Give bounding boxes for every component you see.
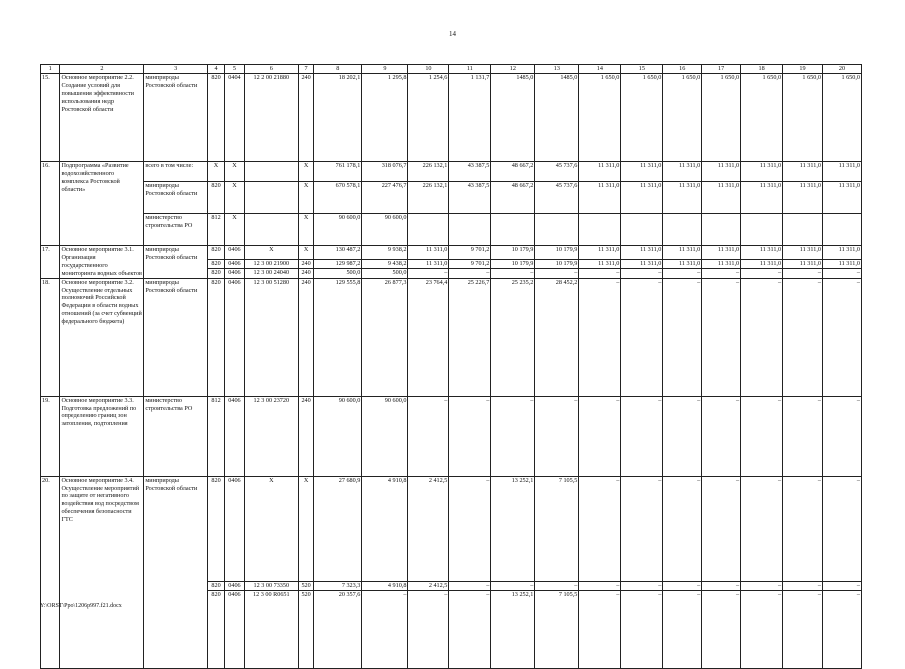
amount-cell: 7 105,5 (535, 590, 579, 668)
amount-cell: – (702, 269, 741, 278)
amount-cell: 90 600,0 (362, 396, 408, 476)
amount-cell: 9 938,2 (362, 246, 408, 260)
code-cell: 12 3 00 23720 (244, 396, 298, 476)
column-header: 19 (783, 65, 823, 74)
amount-cell: 1 295,8 (362, 74, 408, 162)
row-number-cell: 19. (41, 396, 60, 476)
code-cell: 820 (207, 74, 224, 162)
amount-cell: 11 311,0 (741, 246, 783, 260)
amount-cell: 11 311,0 (579, 246, 621, 260)
code-cell: X (225, 162, 244, 182)
column-header: 12 (491, 65, 535, 74)
code-cell: X (298, 246, 313, 260)
executor-cell: минприроды Ростовской области (144, 74, 207, 162)
amount-cell: – (535, 269, 579, 278)
amount-cell: – (579, 269, 621, 278)
table-row (41, 476, 862, 581)
code-cell: 0406 (225, 590, 244, 668)
amount-cell: 318 076,7 (362, 162, 408, 182)
amount-cell: – (362, 590, 408, 668)
code-cell: X (298, 214, 313, 246)
measure-name-cell: Основное мероприятие 3.2. Осуществление отдельных полномочий Российской Федерации в области водных отношений (за счет субвенций федерального бюджета) (60, 278, 144, 396)
amount-cell: 10 179,9 (491, 246, 535, 260)
amount-cell: 11 311,0 (783, 246, 823, 260)
amount-cell: 129 987,2 (314, 260, 362, 269)
amount-cell: 11 311,0 (822, 260, 861, 269)
amount-cell: 11 311,0 (822, 246, 861, 260)
amount-cell: 90 600,0 (314, 214, 362, 246)
code-cell: 812 (207, 214, 224, 246)
amount-cell: 11 311,0 (621, 246, 663, 260)
amount-cell (783, 214, 823, 246)
code-cell: 820 (207, 269, 224, 278)
code-cell: X (225, 182, 244, 214)
amount-cell: – (449, 476, 491, 581)
row-number-cell: 20. (41, 476, 60, 668)
amount-cell: 10 179,9 (535, 246, 579, 260)
column-header: 13 (535, 65, 579, 74)
amount-cell: – (783, 278, 823, 396)
column-header: 3 (144, 65, 207, 74)
code-cell: 240 (298, 278, 313, 396)
amount-cell: – (741, 476, 783, 581)
amount-cell: – (822, 476, 861, 581)
amount-cell: 11 311,0 (702, 260, 741, 269)
amount-cell (663, 214, 702, 246)
amount-cell: 11 311,0 (702, 182, 741, 214)
row-number-cell: 15. (41, 74, 60, 162)
amount-cell: 1485,0 (535, 74, 579, 162)
amount-cell: – (491, 269, 535, 278)
code-cell: 0406 (225, 581, 244, 590)
amount-cell: – (741, 590, 783, 668)
amount-cell: 1 650,0 (822, 74, 861, 162)
executor-cell: минприроды Ростовской области (144, 182, 207, 214)
amount-cell: 11 311,0 (741, 260, 783, 269)
amount-cell: 1 650,0 (621, 74, 663, 162)
row-number-cell: 16. (41, 162, 60, 246)
table-row (41, 278, 862, 396)
amount-cell: 26 877,3 (362, 278, 408, 396)
amount-cell: – (783, 396, 823, 476)
code-cell: 820 (207, 278, 224, 396)
amount-cell: – (663, 278, 702, 396)
amount-cell: – (535, 396, 579, 476)
amount-cell: 11 311,0 (741, 162, 783, 182)
code-cell: X (298, 162, 313, 182)
column-header: 11 (449, 65, 491, 74)
amount-cell: 90 600,0 (362, 214, 408, 246)
code-cell: 240 (298, 74, 313, 162)
amount-cell: – (783, 590, 823, 668)
amount-cell: – (822, 396, 861, 476)
amount-cell: 10 179,9 (535, 260, 579, 269)
code-cell: X (244, 246, 298, 260)
amount-cell: – (621, 476, 663, 581)
amount-cell: 2 412,5 (408, 581, 449, 590)
amount-cell: 761 178,1 (314, 162, 362, 182)
amount-cell: – (579, 396, 621, 476)
file-path-footer: Y:\ORST\Ppo\1206p997.f21.docx (40, 603, 122, 609)
table-row (41, 246, 862, 260)
amount-cell: 23 764,4 (408, 278, 449, 396)
amount-cell (408, 214, 449, 246)
executor-cell: министерство строительства РО (144, 396, 207, 476)
code-cell: 240 (298, 396, 313, 476)
column-header: 6 (244, 65, 298, 74)
amount-cell: 28 452,2 (535, 278, 579, 396)
measure-name-cell: Основное мероприятие 3.1. Организация государственного мониторинга водных объектов (61, 246, 142, 277)
measure-name-cell: Основное мероприятие 3.4. Осуществление мероприятий по защите от негативного воздействия вод посредством обеспечения безопасности ГТС (60, 476, 144, 668)
code-cell: 0406 (225, 476, 244, 581)
column-header: 14 (579, 65, 621, 74)
amount-cell: 1 254,6 (408, 74, 449, 162)
amount-cell: – (663, 581, 702, 590)
table-row (41, 396, 862, 476)
amount-cell: 500,0 (314, 269, 362, 278)
amount-cell: – (579, 476, 621, 581)
amount-cell: – (822, 590, 861, 668)
code-cell: 12 2 00 21880 (244, 74, 298, 162)
amount-cell: 1485,0 (491, 74, 535, 162)
amount-cell: 10 179,9 (491, 260, 535, 269)
amount-cell: – (702, 581, 741, 590)
amount-cell: – (621, 396, 663, 476)
amount-cell: 13 252,1 (491, 476, 535, 581)
amount-cell: 1 131,7 (449, 74, 491, 162)
code-cell: 820 (207, 581, 224, 590)
code-cell: 12 3 00 21900 (244, 260, 298, 269)
amount-cell: 226 132,1 (408, 162, 449, 182)
amount-cell: – (741, 278, 783, 396)
page-number: 14 (449, 30, 456, 38)
amount-cell: 227 476,7 (362, 182, 408, 214)
amount-cell: – (449, 581, 491, 590)
amount-cell: 1 650,0 (741, 74, 783, 162)
code-cell: 820 (207, 590, 224, 668)
amount-cell: 11 311,0 (783, 260, 823, 269)
column-header: 8 (314, 65, 362, 74)
amount-cell: – (822, 269, 861, 278)
amount-cell: – (822, 581, 861, 590)
amount-cell: – (491, 581, 535, 590)
amount-cell: 11 311,0 (822, 182, 861, 214)
amount-cell: 11 311,0 (663, 260, 702, 269)
column-header: 2 (60, 65, 144, 74)
code-cell: 0406 (225, 396, 244, 476)
executor-cell: минприроды Ростовской области (144, 246, 207, 279)
amount-cell (741, 214, 783, 246)
amount-cell: 11 311,0 (702, 246, 741, 260)
code-cell: 820 (207, 182, 224, 214)
amount-cell: 43 387,5 (449, 182, 491, 214)
column-header: 17 (702, 65, 741, 74)
amount-cell: – (491, 396, 535, 476)
amount-cell: – (741, 269, 783, 278)
amount-cell: 9 438,2 (362, 260, 408, 269)
amount-cell (822, 214, 861, 246)
column-header: 18 (741, 65, 783, 74)
code-cell: 812 (207, 396, 224, 476)
amount-cell: – (663, 476, 702, 581)
table-row (41, 214, 862, 246)
amount-cell: – (621, 278, 663, 396)
table-row (41, 182, 862, 214)
amount-cell: 25 226,7 (449, 278, 491, 396)
amount-cell: – (535, 581, 579, 590)
amount-cell: 20 357,6 (314, 590, 362, 668)
executor-cell: всего в том числе: (144, 162, 207, 182)
table-row (41, 74, 862, 162)
code-cell: X (298, 476, 313, 581)
amount-cell: 11 311,0 (579, 182, 621, 214)
column-header: 20 (822, 65, 861, 74)
amount-cell: 670 578,1 (314, 182, 362, 214)
code-cell: 0404 (225, 74, 244, 162)
row-number-cell: 18. (41, 278, 60, 396)
code-cell: 240 (298, 260, 313, 269)
amount-cell: 11 311,0 (702, 162, 741, 182)
column-header: 5 (225, 65, 244, 74)
amount-cell: 9 701,2 (449, 246, 491, 260)
table-row (41, 162, 862, 182)
executor-cell: минприроды Ростовской области (144, 278, 207, 396)
measure-name-cell: Основное мероприятие 3.3. Подготовка предложений по определению границ зон затопления, подтопления (60, 396, 144, 476)
amount-cell: – (663, 269, 702, 278)
amount-cell: 18 202,1 (314, 74, 362, 162)
amount-cell: 11 311,0 (822, 162, 861, 182)
amount-cell: 129 555,8 (314, 278, 362, 396)
measure-name-cell: Основное мероприятие 2.2. Создание условий для повышения эффективности использования недр Ростовской области (60, 74, 144, 162)
amount-cell: 90 600,0 (314, 396, 362, 476)
code-cell (244, 214, 298, 246)
amount-cell: 7 323,3 (314, 581, 362, 590)
amount-cell: 2 412,5 (408, 476, 449, 581)
amount-cell: 226 132,1 (408, 182, 449, 214)
code-cell: X (298, 182, 313, 214)
amount-cell (535, 214, 579, 246)
amount-cell: – (408, 396, 449, 476)
amount-cell: 11 311,0 (408, 260, 449, 269)
code-cell: 820 (207, 476, 224, 581)
amount-cell: 500,0 (362, 269, 408, 278)
amount-cell: 45 737,6 (535, 162, 579, 182)
column-header: 15 (621, 65, 663, 74)
amount-cell: 7 105,5 (535, 476, 579, 581)
amount-cell: – (822, 278, 861, 396)
code-cell (244, 182, 298, 214)
column-header: 9 (362, 65, 408, 74)
amount-cell: 4 910,8 (362, 476, 408, 581)
code-cell: 12 3 00 73350 (244, 581, 298, 590)
amount-cell: 9 701,2 (449, 260, 491, 269)
amount-cell: 11 311,0 (579, 162, 621, 182)
header-row (41, 65, 862, 74)
amount-cell: – (663, 396, 702, 476)
amount-cell: – (702, 396, 741, 476)
amount-cell: – (621, 581, 663, 590)
amount-cell: – (449, 269, 491, 278)
budget-table (40, 64, 862, 669)
code-cell: 12 3 00 R0651 (244, 590, 298, 668)
amount-cell: 13 252,1 (491, 590, 535, 668)
amount-cell: 11 311,0 (663, 162, 702, 182)
code-cell: 12 3 00 24040 (244, 269, 298, 278)
code-cell (244, 162, 298, 182)
amount-cell: 1 650,0 (579, 74, 621, 162)
amount-cell: 11 311,0 (621, 182, 663, 214)
amount-cell: 4 910,8 (362, 581, 408, 590)
amount-cell: – (579, 590, 621, 668)
code-cell: 520 (298, 590, 313, 668)
column-header: 10 (408, 65, 449, 74)
code-cell: X (207, 162, 224, 182)
column-header: 16 (663, 65, 702, 74)
amount-cell (449, 214, 491, 246)
amount-cell: – (741, 396, 783, 476)
executor-cell: министерство строительства РО (144, 214, 207, 246)
amount-cell: – (702, 278, 741, 396)
amount-cell: – (621, 590, 663, 668)
code-cell: X (225, 214, 244, 246)
amount-cell: – (783, 476, 823, 581)
amount-cell: – (741, 581, 783, 590)
amount-cell: 11 311,0 (621, 260, 663, 269)
amount-cell: 25 235,2 (491, 278, 535, 396)
amount-cell: – (579, 581, 621, 590)
amount-cell: 48 667,2 (491, 162, 535, 182)
amount-cell (579, 214, 621, 246)
code-cell: 12 3 00 51280 (244, 278, 298, 396)
row-number-cell: 17. (41, 246, 60, 279)
amount-cell: – (783, 269, 823, 278)
amount-cell: – (579, 278, 621, 396)
column-header: 7 (298, 65, 313, 74)
amount-cell: 1 650,0 (702, 74, 741, 162)
amount-cell: 130 487,2 (314, 246, 362, 260)
measure-name-cell: Подпрограмма «Развитие водохозяйственного комплекса Ростовской области» (60, 162, 144, 246)
amount-cell (491, 214, 535, 246)
column-header: 4 (207, 65, 224, 74)
amount-cell: 11 311,0 (663, 246, 702, 260)
amount-cell (702, 214, 741, 246)
amount-cell: 1 650,0 (663, 74, 702, 162)
amount-cell: – (663, 590, 702, 668)
amount-cell: – (449, 590, 491, 668)
code-cell: 0406 (225, 260, 244, 269)
executor-cell: минприроды Ростовской области (144, 476, 207, 668)
amount-cell: 11 311,0 (741, 182, 783, 214)
code-cell: 820 (207, 260, 224, 269)
amount-cell: – (449, 396, 491, 476)
amount-cell: 11 311,0 (621, 162, 663, 182)
amount-cell: – (408, 590, 449, 668)
amount-cell: 1 650,0 (783, 74, 823, 162)
code-cell: 0406 (225, 278, 244, 396)
amount-cell: – (783, 581, 823, 590)
amount-cell: 11 311,0 (783, 182, 823, 214)
amount-cell: – (702, 590, 741, 668)
code-cell: 520 (298, 581, 313, 590)
amount-cell: 11 311,0 (783, 162, 823, 182)
amount-cell: 45 737,6 (535, 182, 579, 214)
amount-cell: 43 387,5 (449, 162, 491, 182)
amount-cell: 11 311,0 (663, 182, 702, 214)
code-cell: 0406 (225, 269, 244, 278)
amount-cell: 27 680,9 (314, 476, 362, 581)
code-cell: 240 (298, 269, 313, 278)
amount-cell (621, 214, 663, 246)
code-cell: X (244, 476, 298, 581)
amount-cell: 11 311,0 (408, 246, 449, 260)
column-header: 1 (41, 65, 60, 74)
amount-cell: – (621, 269, 663, 278)
amount-cell: 48 667,2 (491, 182, 535, 214)
amount-cell: – (408, 269, 449, 278)
amount-cell: – (702, 476, 741, 581)
code-cell: 820 (207, 246, 224, 260)
code-cell: 0406 (225, 246, 244, 260)
amount-cell: 11 311,0 (579, 260, 621, 269)
